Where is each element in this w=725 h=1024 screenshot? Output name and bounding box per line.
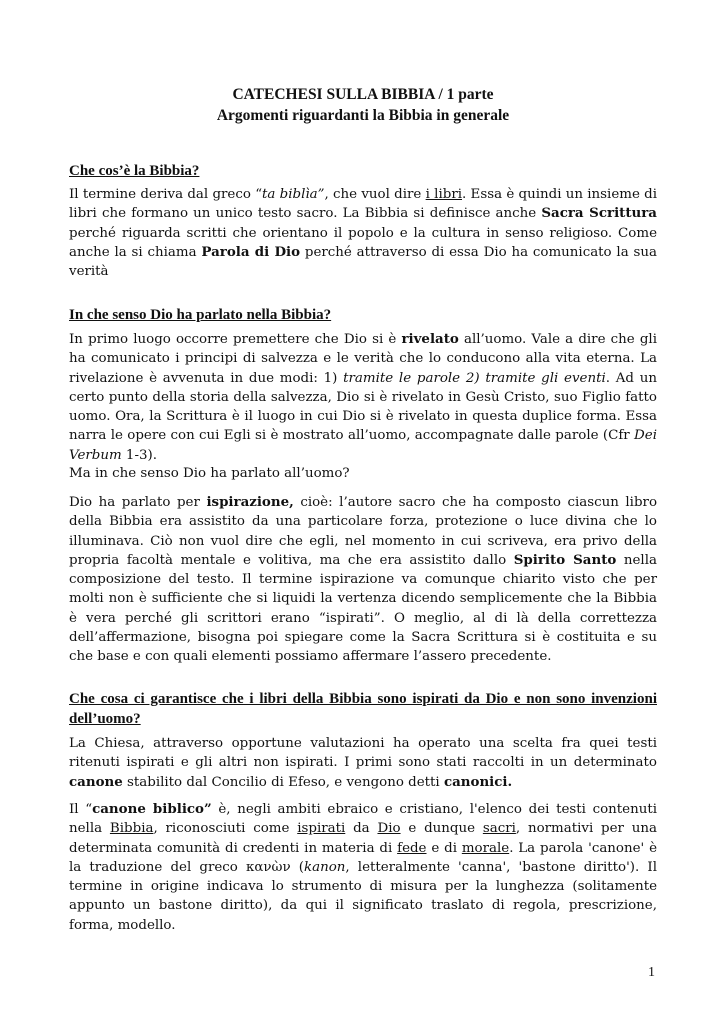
title-line-1: CATECHESI SULLA BIBBIA / 1 parte — [232, 86, 494, 103]
link-fede[interactable]: fede — [397, 840, 427, 856]
link-dio[interactable]: Dio — [377, 821, 401, 837]
link-sacri[interactable]: sacri — [482, 821, 516, 837]
section-heading-what-is-bible: Che cos’è la Bibbia? — [69, 163, 200, 179]
section3-paragraph-2: Il “canone biblico” è, negli ambiti ebraico e cristiano, l'elenco dei testi contenuti nella Bibbia, riconosciuti come ispirati da Dio e dunque sacri, normativi per una determinata comunità di credenti in materia di fede e di morale. La parola 'canone' è la traduzione del greco κανὼν (kanon, letteralmente 'canna', 'bastone diritto'). Il termine in origine indicava lo strumento di misura per la lunghezza (solitamente appunto un bastone diritto), da qui il significato traslato di regola, prescrizione, forma, modello. — [69, 801, 658, 933]
section2-paragraph-3: Dio ha parlato per ispirazione, cioè: l’autore sacro che ha composto ciascun libro della Bibbia era assistito da una particolare forza, protezione o luce divina che lo illuminava. Ciò non vuol dire che egli, nel momento in cui scriveva, era privo della propria facoltà mentale e volitiva, ma che era assistito dallo Spirito Santo nella composizione del testo. Il termine ispirazione va comunque chiarito visto che per molti non è sufficiente che si liquidi la vertenza dicendo semplicemente che la Bibbia è vera perché gli scrittori erano “ispirati”. O meglio, al di là della correttezza dell’affermazione, bisogna poi spiegare come la Sacra Scrittura si è costituita e su che base e con quali elementi possiamo affermare l’assero precedente. — [69, 494, 658, 665]
document-title — [69, 84, 657, 126]
link-morale[interactable]: morale — [461, 840, 510, 856]
page-number: 1 — [648, 965, 655, 980]
section-heading-how-god-spoke: In che senso Dio ha parlato nella Bibbia? — [69, 307, 332, 323]
section2-paragraph-1: In primo luogo occorre premettere che Dio si è rivelato all’uomo. Vale a dire che gli ha comunicato i principi di salvezza e le verità che lo conducono alla vita eterna. La rivelazione è avvenuta in due modi: 1) tramite le parole 2) tramite gli eventi. Ad un certo punto della storia della salvezza, Dio si è rivelato in Gesù Cristo, suo Figlio fatto uomo. Ora, la Scrittura è il luogo in cui Dio si è rivelato in questa duplice forma. Essa narra le opere con cui Egli si è mostrato all’uomo, accompagnate dalle parole (Cfr Dei Verbum 1-3). — [69, 331, 657, 463]
link-bibbia[interactable]: Bibbia — [109, 821, 154, 837]
section2-paragraph-2: Ma in che senso Dio ha parlato all’uomo? — [69, 466, 350, 481]
title-line-2: Argomenti riguardanti la Bibbia in generale — [216, 107, 510, 124]
section1-paragraph: Il termine deriva dal greco “ta biblìa”, che vuol dire i libri. Essa è quindi un insieme di libri che formano un unico testo sacro. La Bibbia si definisce anche Sacra Scrittura perché riguarda scritti che orientano il popolo e la cultura in senso religioso. Come anche la si chiama Parola di Dio perché attraverso di essa Dio ha comunicato la sua verità — [69, 187, 657, 280]
section3-paragraph-1: La Chiesa, attraverso opportune valutazioni ha operato una scelta fra quei testi ritenuti ispirati e gli altri non ispirati. I primi sono stati raccolti in un determinato canone stabilito dal Concilio di Efeso, e vengono detti canonici. — [69, 736, 657, 790]
link-ispirati[interactable]: ispirati — [297, 821, 346, 837]
section-heading-inspiration-guarantee: Che cosa ci garantisce che i libri della Bibbia sono ispirati da Dio e non sono invenzioni dell’uomo? — [69, 691, 657, 727]
